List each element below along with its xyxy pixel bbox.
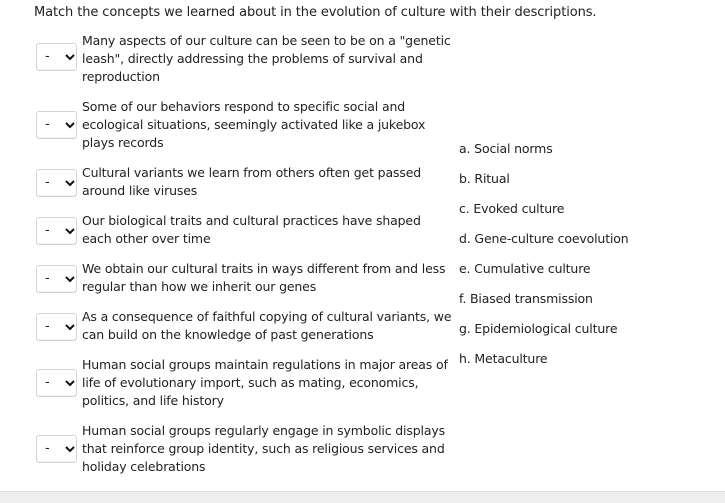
answer-option: b. Ritual	[459, 171, 510, 186]
answer-dropdown[interactable]	[36, 313, 77, 341]
item-description: Human social groups regularly engage in symbolic displays that reinforce group identity, such as religious services and holiday celebrations	[82, 423, 445, 474]
dropdown-value: -	[45, 271, 50, 286]
chevron-down-icon	[65, 445, 77, 454]
dropdown-value: -	[45, 49, 50, 64]
answer-option: h. Metaculture	[459, 351, 548, 366]
dropdown-value: -	[45, 175, 50, 190]
answer-option: f. Biased transmission	[459, 291, 593, 306]
dropdown-value: -	[45, 319, 50, 334]
answer-option: c. Evoked culture	[459, 201, 565, 216]
chevron-down-icon	[65, 53, 77, 62]
chevron-down-icon	[65, 275, 77, 284]
item-description: We obtain our cultural traits in ways different from and less regular than how we inherit our genes	[82, 261, 446, 294]
answer-option: e. Cumulative culture	[459, 261, 591, 276]
answer-dropdown[interactable]	[36, 369, 77, 397]
answer-dropdown[interactable]	[36, 265, 77, 293]
chevron-down-icon	[65, 179, 77, 188]
footer-bar	[0, 491, 725, 503]
item-description: Many aspects of our culture can be seen to be on a "genetic leash", directly addressing the problems of survival and reproduction	[82, 33, 451, 84]
dropdown-value: -	[45, 223, 50, 238]
chevron-down-icon	[65, 323, 77, 332]
dropdown-value: -	[45, 375, 50, 390]
answer-dropdown[interactable]	[36, 435, 77, 463]
answer-dropdown[interactable]	[36, 43, 77, 71]
answer-option: g. Epidemiological culture	[459, 321, 618, 336]
answer-dropdown[interactable]	[36, 111, 77, 139]
dropdown-value: -	[45, 117, 50, 132]
chevron-down-icon	[65, 121, 77, 130]
item-description: Cultural variants we learn from others often get passed around like viruses	[82, 165, 422, 198]
chevron-down-icon	[65, 379, 77, 388]
question-prompt: Match the concepts we learned about in the evolution of culture with their descriptions.	[34, 5, 597, 20]
chevron-down-icon	[65, 227, 77, 236]
item-description: Some of our behaviors respond to specific social and ecological situations, seemingly activated like a jukebox plays records	[82, 99, 426, 150]
answer-option: a. Social norms	[459, 141, 553, 156]
answer-dropdown[interactable]	[36, 217, 77, 245]
answer-dropdown[interactable]	[36, 169, 77, 197]
item-description: As a consequence of faithful copying of cultural variants, we can build on the knowledge of past generations	[82, 309, 452, 342]
dropdown-value: -	[45, 441, 50, 456]
item-description: Our biological traits and cultural practices have shaped each other over time	[82, 213, 421, 246]
answer-option: d. Gene-culture coevolution	[459, 231, 629, 246]
item-description: Human social groups maintain regulations in major areas of life of evolutionary import, such as mating, economics, politics, and life history	[82, 357, 448, 408]
